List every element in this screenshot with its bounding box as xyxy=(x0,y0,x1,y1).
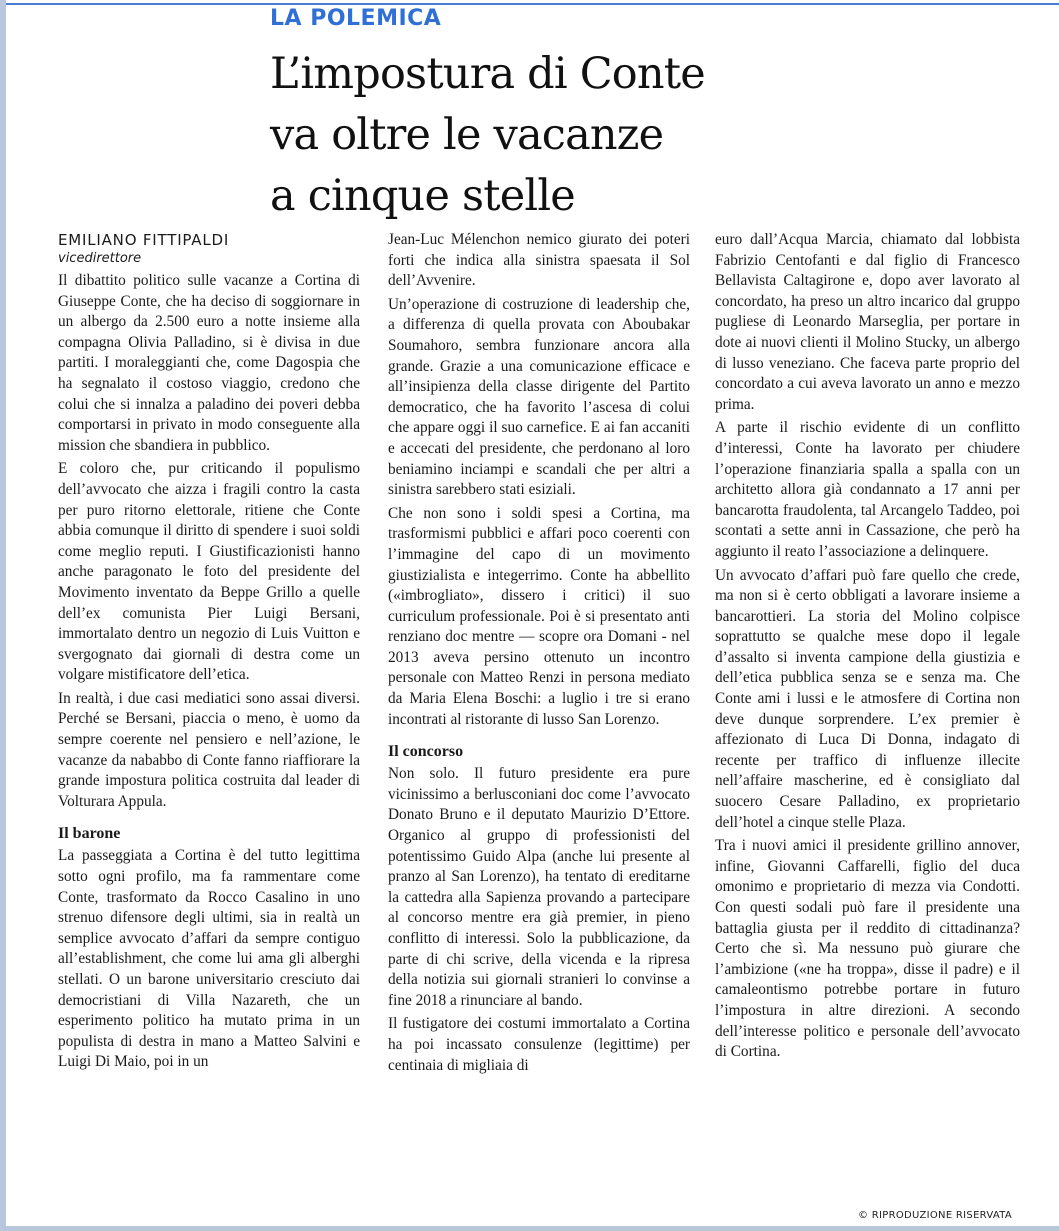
article-column-1 xyxy=(58,230,360,1076)
section-kicker: LA POLEMICA xyxy=(270,6,442,31)
paragraph: In realtà, i due casi mediatici sono assai diversi. Perché se Bersani, piaccia o meno, è uomo da sempre coerente nel pensiero e nell’azione, le vacanze da nababbo di Conte fanno riaffiorare la grande impostura politica costruita dal leader di Volturara Appula. xyxy=(58,689,360,810)
paragraph: A parte il rischio evidente di un conflitto d’interessi, Conte ha lavorato per chiudere l’operazione finanziaria spalla a spalla con un architetto allora già condannato a 17 anni per bancarotta fraudolenta, tal Arcangelo Taddeo, poi scontati a sette anni in Cassazione, che però ha aggiunto il reato l’associazione a delinquere. xyxy=(715,419,1020,560)
headline xyxy=(270,44,1030,227)
top-border xyxy=(6,3,1059,5)
paragraph: Jean-Luc Mélenchon nemico giurato dei poteri forti che indica alla sinistra spaesata il Sol dell’Avvenire. xyxy=(388,231,690,290)
author-role: vicedirettore xyxy=(58,251,142,266)
paragraph: euro dall’Acqua Marcia, chiamato dal lobbista Fabrizio Centofanti e dal figlio di Francesco Bellavista Caltagirone e, dopo aver lavorato al concordato, ha preso un altro incarico dal gruppo pugliese di Leonardo Marseglia, per portare in dote ai nuovi clienti il Molino Stucky, un albergo di lusso veneziano. Che faceva parte proprio del concordato a cui aveva lavorato un anno e mezzo prima. xyxy=(715,231,1020,413)
paragraph: Tra i nuovi amici il presidente grillino annover, infine, Giovanni Caffarelli, figlio del duca omonimo e proprietario di mezza via Condotti. Con questi sodali può fare il presidente una battaglia giusta per il reddito di cittadinanza? Certo che sì. Ma nessuno può giurare che l’ambizione («ne ha troppa», disse il padre) e il camaleontismo potrebbe portare in futuro l’impostura in altre direzioni. A secondo dell’interesse politico e personale dell’avvocato di Cortina. xyxy=(715,837,1020,1061)
author-name: EMILIANO FITTIPALDI xyxy=(58,231,230,249)
subheading: Il barone xyxy=(58,825,121,843)
paragraph: Un’operazione di costruzione di leadership che, a differenza di quella provata con Aboubakar Soumahoro, sembra funzionare ancora alla grande. Grazie a una comunicazione efficace e all’insipienza della classe dirigente del Partito democratico, che ha favorito l’ascesa di colui che appare oggi il suo carnefice. E ai fan accaniti e accecati del presidente, che perdonano al loro beniamino inciampi e scandali che per altri a sinistra sarebbero stati esiziali. xyxy=(388,295,690,499)
paragraph: Non solo. Il futuro presidente era pure vicinissimo a berlusconiani doc come l’avvocato Donato Bruno e il deputato Maurizio D’Ettore. Organico al gruppo di professionisti del potentissimo Guido Alpa (anche lui presente al pranzo al San Lorenzo), ha tentato di ereditarne la cattedra alla Sapienza provando a partecipare al concorso mentre era già premier, in pieno conflitto di interessi. Solo la pubblicazione, da parte di chi scrive, della vicenda e la ripresa della notizia sui giornali stranieri lo convinse a fine 2018 a rinunciare al bando. xyxy=(388,765,690,1009)
paragraph: Un avvocato d’affari può fare quello che crede, ma non si è certo obbligati a lavorare insieme a bancarottieri. La storia del Molino colpisce soprattutto se qualche mese dopo il legale d’assalto si inventa campione della giustizia e dell’etica pubblica senza se e senza ma. Che Conte ami i lussi e le atmosfere di Cortina non deve dunque sorprendere. L’ex premier è affezionato di Luca Di Donna, indagato di recente per traffico di influenze illecite nell’affaire mascherine, ed è consigliato dal suocero Cesare Palladino, ex proprietario dell’hotel a cinque stelle Plaza. xyxy=(715,566,1020,831)
article-column-3 xyxy=(715,230,1020,1066)
bottom-border xyxy=(0,1226,1059,1231)
left-border xyxy=(0,0,6,1231)
paragraph: Il dibattito politico sulle vacanze a Cortina di Giuseppe Conte, che ha deciso di soggiornare in un albergo da 2.500 euro a notte insieme alla compagna Olivia Palladino, si è divisa in due partiti. I moraleggianti che, come Dagospia che ha segnalato il costoso viaggio, credono che colui che si innalza a paladino dei poveri debba comportarsi in privato in modo conseguente alla mission che sbandiera in pubblico. xyxy=(58,272,360,454)
subheading: Il concorso xyxy=(388,743,464,761)
headline-line-2: va oltre le vacanze xyxy=(270,110,664,160)
copyright-notice: © RIPRODUZIONE RISERVATA xyxy=(858,1210,1013,1221)
article-column-2 xyxy=(388,230,690,1079)
paragraph: E coloro che, pur criticando il populismo dell’avvocato che aizza i fragili contro la casta per puro ritorno elettorale, ritiene che Conte abbia comunque il diritto di spendere i suoi soldi come meglio reputi. I Giustificazionisti hanno anche paragonato le foto del presidente del Movimento inventato da Beppe Grillo a quelle dell’ex comunista Pier Luigi Bersani, immortalato dentro un negozio di Luis Vuitton e svergognato dai giornali di destra come un volgare mistificatore dell’etica. xyxy=(58,460,360,684)
paragraph: Il fustigatore dei costumi immortalato a Cortina ha poi incassato consulenze (legittime) per centinaia di migliaia di xyxy=(388,1015,690,1074)
headline-line-1: L’impostura di Conte xyxy=(270,49,705,99)
headline-line-3: a cinque stelle xyxy=(270,171,575,221)
paragraph: Che non sono i soldi spesi a Cortina, ma trasformismi pubblici e affari poco coerenti con l’immagine del capo di un movimento giustizialista e integerrimo. Conte ha abbellito («imbrogliato», dissero i critici) il suo curriculum professionale. Poi è si presentato anti renziano doc mentre — scopre ora Domani - nel 2013 aveva persino ottenuto un incontro personale con Matteo Renzi in persona mediato da Maria Elena Boschi: a luglio i tre si erano incontrati al ristorante di lusso San Lorenzo. xyxy=(388,504,690,728)
paragraph: La passeggiata a Cortina è del tutto legittima sotto ogni profilo, ma fa rammentare come Conte, trasformato da Rocco Casalino in uno strenuo difensore degli ultimi, sia in realtà un semplice avvocato d’affari da sempre contiguo all’establishment, che come lui ama gli alberghi stellati. O un barone universitario cresciuto dai democristiani di Villa Nazareth, che un esperimento politico ha mutato prima in un populista di destra in mano a Matteo Salvini e Luigi Di Maio, poi in un xyxy=(58,847,360,1071)
